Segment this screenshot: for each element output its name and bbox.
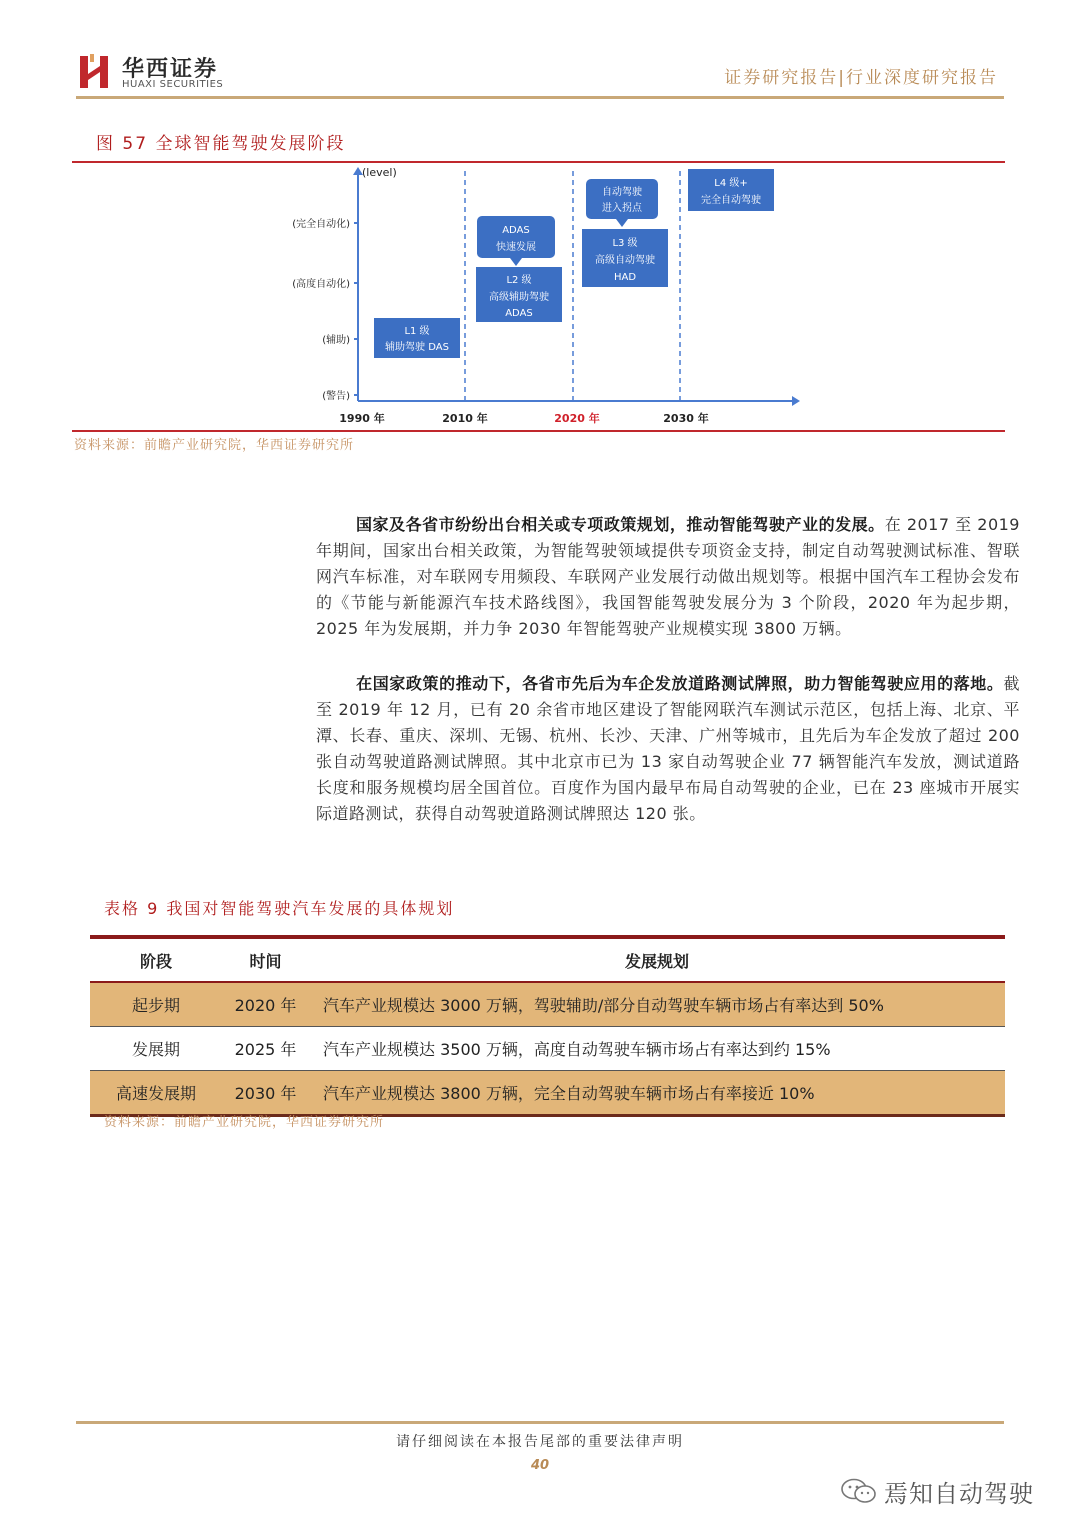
y-level-label: (高度自动化) (292, 279, 350, 290)
logo-name-cn: 华西证券 (122, 57, 219, 82)
table-source: 资料来源：前瞻产业研究院，华西证券研究所 (104, 1115, 385, 1130)
table-title: 表格 9 我国对智能驾驶汽车发展的具体规划 (104, 899, 455, 918)
svg-text:ADAS: ADAS (505, 308, 533, 319)
svg-text:完全自动驾驶: 完全自动驾驶 (701, 195, 761, 206)
cell-plan: 汽车产业规模达 3500 万辆，高度自动驾驶车辆市场占有率达到约 15% (309, 1027, 1005, 1071)
svg-text:L3 级: L3 级 (612, 238, 638, 249)
development-plan-table (90, 935, 1005, 1117)
cell-time: 2025 年 (222, 1027, 309, 1071)
figure-source: 资料来源：前瞻产业研究院，华西证券研究所 (74, 438, 355, 453)
header-stage: 阶段 (90, 937, 222, 982)
table-row (90, 982, 1005, 1027)
callout-adas (477, 216, 555, 266)
svg-text:ADAS: ADAS (502, 225, 530, 236)
x-year-label: 2030 年 (663, 412, 709, 425)
page-number: 40 (530, 1458, 550, 1473)
x-year-label: 1990 年 (339, 412, 385, 425)
y-axis-title: (level) (362, 166, 397, 179)
box-l3 (582, 229, 668, 287)
header-plan: 发展规划 (309, 937, 1005, 982)
paragraph-policy (316, 512, 1020, 642)
svg-text:L2 级: L2 级 (506, 275, 532, 286)
paragraph-lead: 国家及各省市纷纷出台相关或专项政策规划，推动智能驾驶产业的发展。 (356, 515, 885, 534)
table-header-row (90, 937, 1005, 982)
y-level-label: (警告) (322, 391, 350, 402)
cell-time: 2030 年 (222, 1071, 309, 1116)
watermark-text: 焉知自动驾驶 (884, 1480, 1034, 1508)
callout-turning-point (586, 179, 658, 227)
header-divider (76, 96, 1004, 99)
table-row (90, 1071, 1005, 1116)
cell-plan: 汽车产业规模达 3000 万辆，驾驶辅助/部分自动驾驶车辆市场占有率达到 50% (309, 982, 1005, 1027)
svg-text:高级辅助驾驶: 高级辅助驾驶 (489, 292, 549, 303)
svg-text:L1 级: L1 级 (404, 326, 430, 337)
svg-text:辅助驾驶 DAS: 辅助驾驶 DAS (385, 342, 449, 353)
stage-diagram (270, 163, 810, 429)
report-category: 证券研究报告|行业深度研究报告 (724, 68, 998, 88)
footer-divider (76, 1421, 1004, 1424)
paragraph-lead: 在国家政策的推动下，各省市先后为车企发放道路测试牌照，助力智能驾驶应用的落地。 (356, 674, 1004, 693)
svg-text:高级自动驾驶: 高级自动驾驶 (595, 255, 655, 266)
x-axis-arrow (792, 396, 800, 406)
wechat-icon (840, 1478, 878, 1504)
svg-text:L4 级+: L4 级+ (714, 178, 748, 189)
svg-text:HAD: HAD (613, 272, 637, 283)
figure-title: 图 57 全球智能驾驶发展阶段 (96, 134, 346, 154)
figure-bottom-rule (72, 430, 1005, 432)
cell-stage: 发展期 (90, 1027, 222, 1071)
cell-plan: 汽车产业规模达 3800 万辆，完全自动驾驶车辆市场占有率接近 10% (309, 1071, 1005, 1116)
logo-name-en: HUAXI SECURITIES (122, 79, 224, 90)
y-level-label: (完全自动化) (292, 219, 350, 230)
box-l4 (688, 169, 774, 211)
y-level-label: (辅助) (322, 335, 350, 346)
cell-stage: 起步期 (90, 982, 222, 1027)
table-row (90, 1027, 1005, 1071)
x-year-label: 2010 年 (442, 412, 488, 425)
paragraph-body: 在 2017 至 2019 年期间，国家出台相关政策，为智能驾驶领域提供专项资金支持，制定自动驾驶测试标准、智联网汽车标准，对车联网专用频段、车联网产业发展行动做出规划等。根据中国汽车工程协会发布的《节能与新能源汽车技术路线图》，我国智能驾驶发展分为 3 个阶段，2020 年为起步期，2025 年为发展期，并力争 2030 年智能驾驶产业规模实现 3800 万辆。 (316, 515, 1020, 638)
legal-notice: 请仔细阅读在本报告尾部的重要法律声明 (396, 1434, 684, 1450)
header-time: 时间 (222, 937, 309, 982)
paragraph-body: 截至 2019 年 12 月，已有 20 余省市地区建设了智能网联汽车测试示范区，包括上海、北京、平潭、长春、重庆、深圳、无锡、杭州、长沙、天津、广州等城市，且先后为车企发放了超过 200 张自动驾驶道路测试牌照。其中北京市已为 13 家自动驾驶企业 77 辆智能汽车发放，测试道路长度和服务规模均居全国首位。百度作为国内最早布局自动驾驶的企业，已在 23 座城市开展实际道路测试，获得自动驾驶道路测试牌照达 120 张。 (316, 674, 1020, 823)
box-l1 (374, 318, 460, 358)
svg-text:自动驾驶: 自动驾驶 (602, 187, 642, 198)
cell-time: 2020 年 (222, 982, 309, 1027)
svg-text:进入拐点: 进入拐点 (602, 203, 642, 214)
x-year-label-highlight: 2020 年 (554, 412, 600, 425)
svg-text:快速发展: 快速发展 (496, 242, 536, 253)
box-l2 (476, 267, 562, 322)
huaxi-logo-icon (78, 52, 114, 90)
cell-stage: 高速发展期 (90, 1071, 222, 1116)
paragraph-licenses (316, 671, 1020, 827)
